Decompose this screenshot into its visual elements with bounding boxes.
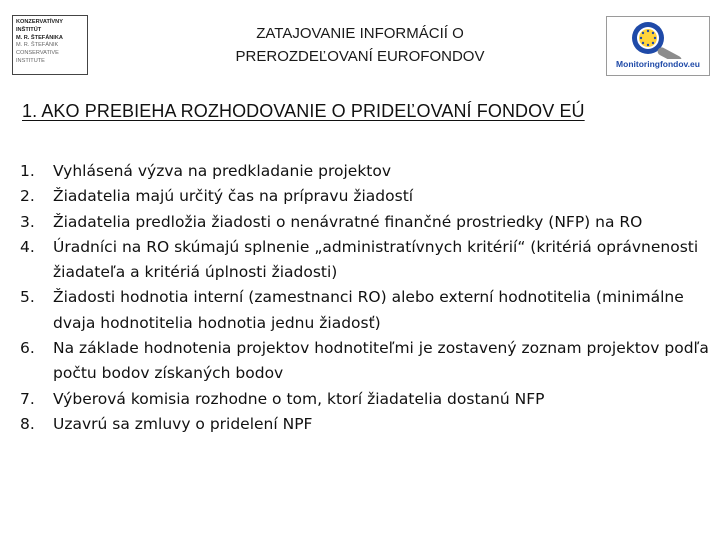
list-item-number: 4. xyxy=(20,237,35,256)
list-item-number: 3. xyxy=(20,212,35,231)
page-title xyxy=(190,22,530,68)
list-item xyxy=(20,285,710,336)
list-item-text: Žiadatelia majú určitý čas na prípravu žiadostí xyxy=(53,187,414,206)
list-item-text: Uzavrú sa zmluvy o pridelení NPF xyxy=(53,414,313,433)
list-item-text: Žiadosti hodnotia interní (zamestnanci RO) alebo externí hodnotitelia (minimálne dvaja hodnotitelia hodnotia jednu žiadosť) xyxy=(53,288,684,332)
page-title-line-2: PREROZDEĽOVANÍ EUROFONDOV xyxy=(235,48,485,65)
institute-logo-line: INŠTITÚT xyxy=(16,26,42,33)
list-item xyxy=(20,387,710,412)
institute-logo-line: M. R. ŠTEFÁNIKA xyxy=(16,34,63,41)
list-item xyxy=(20,235,710,286)
institute-logo-line: KONZERVATÍVNY xyxy=(16,19,63,25)
institute-logo xyxy=(12,15,88,75)
list-item-number: 2. xyxy=(20,187,35,206)
list-item xyxy=(20,336,710,387)
section-heading: 1. AKO PREBIEHA ROZHODOVANIE O PRIDEĽOVANÍ FONDOV EÚ xyxy=(22,101,585,121)
list-item-number: 6. xyxy=(20,339,35,358)
magnifier-eu-icon xyxy=(619,19,699,59)
page-title-line-1: ZATAJOVANIE INFORMÁCIÍ O xyxy=(256,25,464,42)
list-item xyxy=(20,184,710,209)
list-item-text: Žiadatelia predložia žiadosti o nenávratné finančné prostriedky (NFP) na RO xyxy=(53,212,643,231)
monitoringfondov-logo-text: Monitoringfondov.eu xyxy=(616,59,700,69)
institute-logo-line: M. R. ŠTEFÁNIK xyxy=(16,42,59,49)
list-item-number: 8. xyxy=(20,414,35,433)
list-item-number: 1. xyxy=(20,162,35,180)
list-item-number: 7. xyxy=(20,389,35,408)
list-item-number: 5. xyxy=(20,288,35,307)
list-item-text: Na základe hodnotenia projektov hodnotiteľmi je zostavený zoznam projektov podľa počtu bodov získaných bodov xyxy=(53,339,709,383)
institute-logo-line: INSTITUTE xyxy=(16,57,45,64)
list-item xyxy=(20,159,710,184)
institute-logo-line: CONSERVATIVE xyxy=(16,50,59,57)
list-item-text: Výberová komisia rozhodne o tom, ktorí žiadatelia dostanú NFP xyxy=(53,389,545,408)
list-item xyxy=(20,210,710,235)
list-item-text: Vyhlásená výzva na predkladanie projektov xyxy=(53,162,392,180)
decision-steps-list xyxy=(20,159,710,437)
monitoringfondov-logo xyxy=(606,16,710,76)
list-item xyxy=(20,412,710,437)
list-item-text: Úradníci na RO skúmajú splnenie „administratívnych kritérií“ (kritériá oprávnenosti žiadateľa a kritériá úplnosti žiadosti) xyxy=(53,237,699,282)
